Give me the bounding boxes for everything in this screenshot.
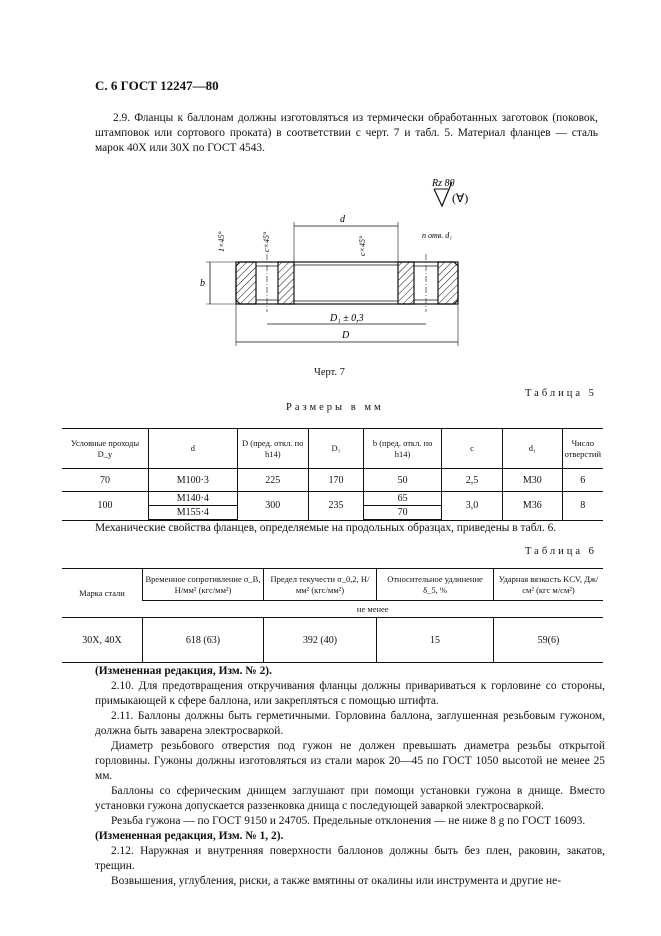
label-d1: D₁ ± 0,3 bbox=[330, 313, 364, 324]
t5-header: c bbox=[441, 429, 502, 469]
label-holes: n отв. d₁ bbox=[422, 231, 453, 240]
table5-subtitle: Размеры в мм bbox=[286, 402, 384, 413]
t5-header: d₁ bbox=[503, 429, 563, 469]
t5-header: D₁ bbox=[308, 429, 363, 469]
t5-cell: М100·3 bbox=[148, 469, 237, 492]
edit-note-2: (Измененная редакция, Изм. № 1, 2). bbox=[95, 830, 284, 842]
t6-cell: 392 (40) bbox=[264, 618, 377, 663]
t6-cell: 59(6) bbox=[494, 618, 604, 663]
roughness-sign: (∀) bbox=[452, 191, 469, 205]
paragraph-2-9: 2.9. Фланцы к баллонам должны изготовляться из термически обработанных заготовок (поковок, штамповок или сортового проката) в соответствии с черт. 7 и табл. 5. Материал фланцев — сталь марок 40Х или 30Х по ГОСТ 4543. bbox=[95, 112, 598, 154]
t5-cell: М30 bbox=[503, 469, 563, 492]
t5-cell: 2,5 bbox=[441, 469, 502, 492]
t6-cell: 30Х, 40Х bbox=[62, 618, 143, 663]
flange-drawing bbox=[190, 170, 490, 355]
paragraph-last: Возвышения, углубления, риски, а также вмятины от окалины или инструмента и другие не- bbox=[111, 875, 561, 887]
t6-cell: 15 bbox=[377, 618, 494, 663]
paragraph-2-10: 2.10. Для предотвращения откручивания фланцы должны привариваться к горловине со стороны, примыкающей к сфере баллона, или закрепляться с помощью штифта. bbox=[95, 680, 605, 707]
label-chamfer-1x45: 1×45° bbox=[217, 231, 226, 252]
t5-cell: 50 bbox=[364, 469, 442, 492]
t5-cell: 8 bbox=[562, 492, 603, 520]
page-header: С. 6 ГОСТ 12247—80 bbox=[95, 78, 219, 93]
t5-cell: 6 bbox=[562, 469, 603, 492]
label-chamfer-c2: c×45° bbox=[358, 235, 367, 256]
table5-title: Таблица 5 bbox=[525, 388, 597, 399]
t5-cell: М155·4 bbox=[148, 506, 237, 520]
paragraph-spherical: Баллоны со сферическим днищем заглушают при помощи установки гужона в днище. Вместо установки гужона допускается раззенковка днища с последующей заваркой электросваркой. bbox=[95, 785, 605, 812]
figure-caption: Черт. 7 bbox=[314, 367, 345, 378]
t5-cell: 70 bbox=[364, 506, 442, 520]
label-b: b bbox=[200, 278, 205, 289]
t5-header: D (пред. откл. по h14) bbox=[237, 429, 308, 469]
t5-cell: 70 bbox=[99, 474, 110, 486]
edit-note-1: (Измененная редакция, Изм. № 2). bbox=[95, 665, 272, 677]
t5-cell: 225 bbox=[237, 469, 308, 492]
t6-header: Марка стали bbox=[62, 569, 143, 618]
label-D: D bbox=[342, 330, 350, 341]
t5-cell: 235 bbox=[308, 492, 363, 520]
t6-header: Предел текучести σ_0,2, Н/мм² (кгс/мм²) bbox=[264, 569, 377, 601]
t6-header: Временное сопротивление σ_В, Н/мм² (кгс/мм²) bbox=[143, 569, 264, 601]
t5-header: Число отверстий bbox=[562, 429, 603, 469]
t5-cell: 65 bbox=[364, 492, 442, 506]
t6-cell: 618 (63) bbox=[143, 618, 264, 663]
table-5 bbox=[62, 428, 603, 521]
t5-cell: 3,0 bbox=[441, 492, 502, 520]
paragraph-mech: Механические свойства фланцев, определяемые на продольных образцах, приведены в табл. 6. bbox=[95, 522, 557, 534]
table-6 bbox=[62, 568, 603, 663]
paragraph-thread: Резьба гужона — по ГОСТ 9150 и 24705. Предельные отклонения — не ниже 8 g по ГОСТ 16093. bbox=[111, 815, 586, 827]
table6-title: Таблица 6 bbox=[525, 546, 597, 557]
t6-header: Относительное удлинение δ_5, % bbox=[377, 569, 494, 601]
t5-header: b (пред. откл. по h14) bbox=[364, 429, 442, 469]
t6-subheader: не менее bbox=[143, 601, 604, 618]
roughness-label: Rz 80 bbox=[432, 178, 455, 189]
paragraph-2-12: 2.12. Наружная и внутренняя поверхности баллонов должны быть без плен, раковин, закатов, трещин. bbox=[95, 845, 605, 872]
t5-cell: М140·4 bbox=[148, 492, 237, 506]
label-d: d bbox=[340, 214, 345, 225]
t5-header: Условные проходы D_y bbox=[62, 429, 148, 469]
t5-cell: 170 bbox=[308, 469, 363, 492]
paragraph-2-11: 2.11. Баллоны должны быть герметичными. Горловина баллона, заглушенная резьбовым гужоном, должна быть заварена электросваркой. bbox=[95, 710, 605, 737]
t5-header: d bbox=[148, 429, 237, 469]
paragraph-diameter: Диаметр резьбового отверстия под гужон не должен превышать диаметра резьбы открытой горловины. Гужоны должны изготовляться из стали марок 20—45 по ГОСТ 1050 высотой не менее 25 мм. bbox=[95, 740, 605, 782]
t5-cell: 100 bbox=[97, 500, 113, 512]
label-chamfer-c1: c×45° bbox=[262, 231, 271, 252]
t5-cell: 300 bbox=[237, 492, 308, 520]
t6-header: Ударная вязкость KCV, Дж/см² (кгс м/см²) bbox=[494, 569, 604, 601]
t5-cell: М36 bbox=[503, 492, 563, 520]
